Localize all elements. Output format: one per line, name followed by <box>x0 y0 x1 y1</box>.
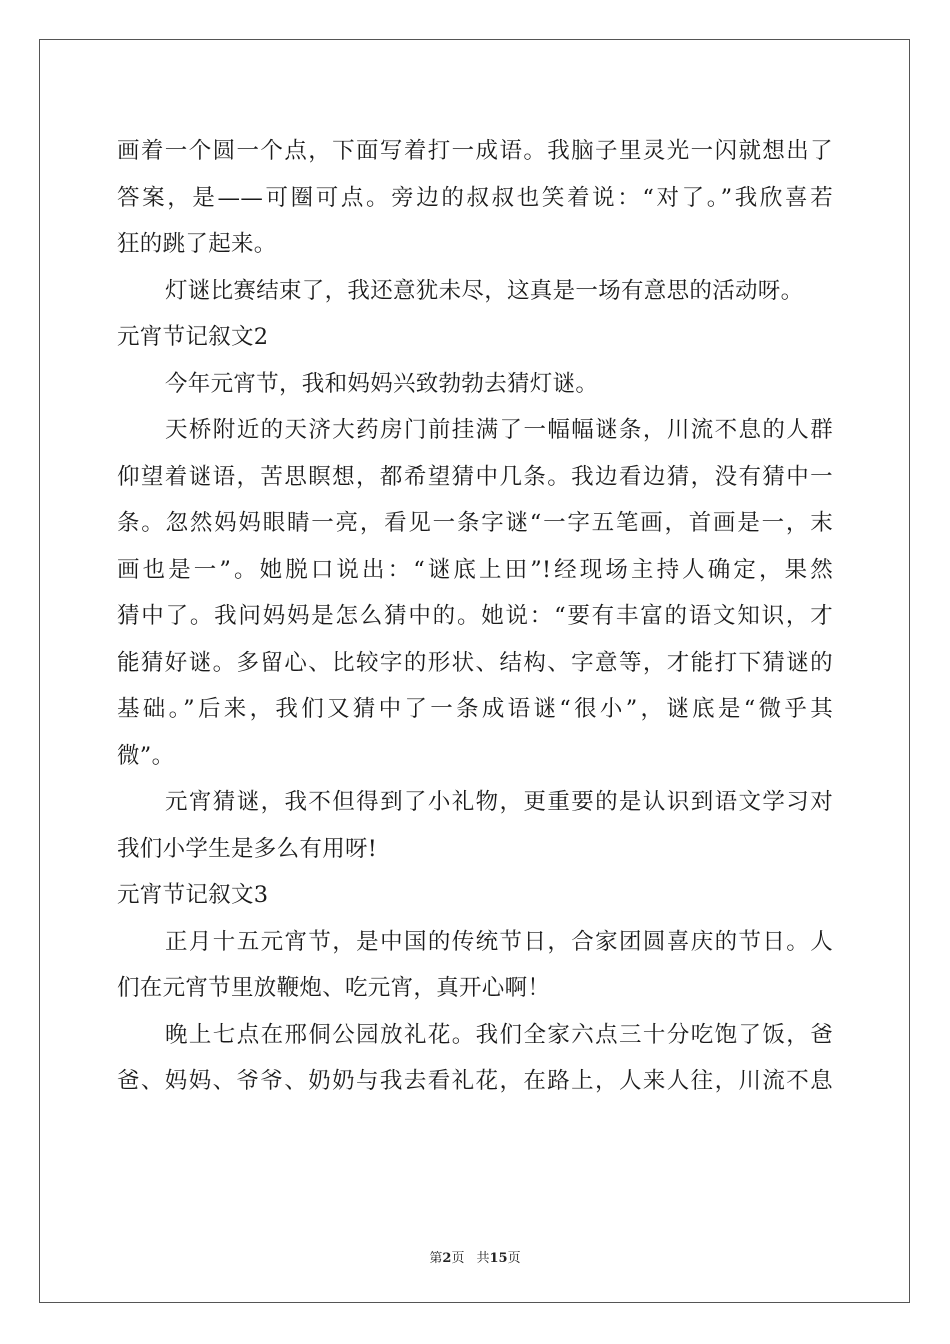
text-line: 天桥附近的天济大药房门前挂满了一幅幅谜条，川流不息的人群 <box>165 417 833 443</box>
text-line: 爸、妈妈、爷爷、奶奶与我去看礼花，在路上，人来人往，川流不息 <box>117 1068 833 1094</box>
paragraph <box>117 128 833 268</box>
paragraph <box>117 407 833 779</box>
text-line: 能猜好谜。多留心、比较字的形状、结构、字意等，才能打下猜谜的 <box>117 649 833 676</box>
total-suffix: 页 <box>507 1251 521 1266</box>
document-body <box>117 128 833 1105</box>
text-line: 我们小学生是多么有用呀! <box>117 835 378 862</box>
text-line: 画也是一”。她脱口说出：“谜底上田”!经现场主持人确定，果然 <box>117 556 833 583</box>
text-line: 基础。”后来，我们又猜中了一条成语谜“很小”，谜底是“微乎其 <box>117 696 833 722</box>
page-suffix: 页 <box>451 1251 465 1266</box>
paragraph <box>117 919 833 1012</box>
section-heading: 元宵节记叙文3 <box>117 882 269 908</box>
text-line: 今年元宵节，我和妈妈兴致勃勃去猜灯谜。 <box>165 370 599 397</box>
total-pages: 15 <box>489 1251 508 1266</box>
section-heading: 元宵节记叙文2 <box>117 324 269 350</box>
text-line: 画着一个圆一个点，下面写着打一成语。我脑子里灵光一闪就想出了 <box>117 138 833 164</box>
paragraph <box>117 268 833 315</box>
page-prefix: 第 <box>429 1251 443 1266</box>
text-line: 晚上七点在邢侗公园放礼花。我们全家六点三十分吃饱了饭，爸 <box>165 1021 833 1048</box>
page-number: 2 <box>442 1251 452 1266</box>
text-line: 猜中了。我问妈妈是怎么猜中的。她说：“要有丰富的语文知识，才 <box>117 603 833 629</box>
text-line: 微”。 <box>117 742 175 769</box>
text-line: 元宵猜谜，我不但得到了小礼物，更重要的是认识到语文学习对 <box>165 789 833 815</box>
text-line: 灯谜比赛结束了，我还意犹未尽，这真是一场有意思的活动呀。 <box>165 277 804 304</box>
paragraph <box>117 361 833 408</box>
total-prefix: 共 <box>476 1251 490 1266</box>
text-line: 仰望着谜语，苦思瞑想，都希望猜中几条。我边看边猜，没有猜中一 <box>117 463 833 490</box>
page-footer <box>0 1247 950 1266</box>
paragraph <box>117 1012 833 1105</box>
text-line: 条。忽然妈妈眼睛一亮，看见一条字谜“一字五笔画，首画是一，末 <box>117 510 833 536</box>
text-line: 答案，是——可圈可点。旁边的叔叔也笑着说：“对了。”我欣喜若 <box>117 184 833 211</box>
text-line: 们在元宵节里放鞭炮、吃元宵，真开心啊！ <box>117 975 551 1001</box>
text-line: 正月十五元宵节，是中国的传统节日，合家团圆喜庆的节日。人 <box>165 928 833 955</box>
text-line: 狂的跳了起来。 <box>117 231 277 257</box>
paragraph <box>117 779 833 872</box>
